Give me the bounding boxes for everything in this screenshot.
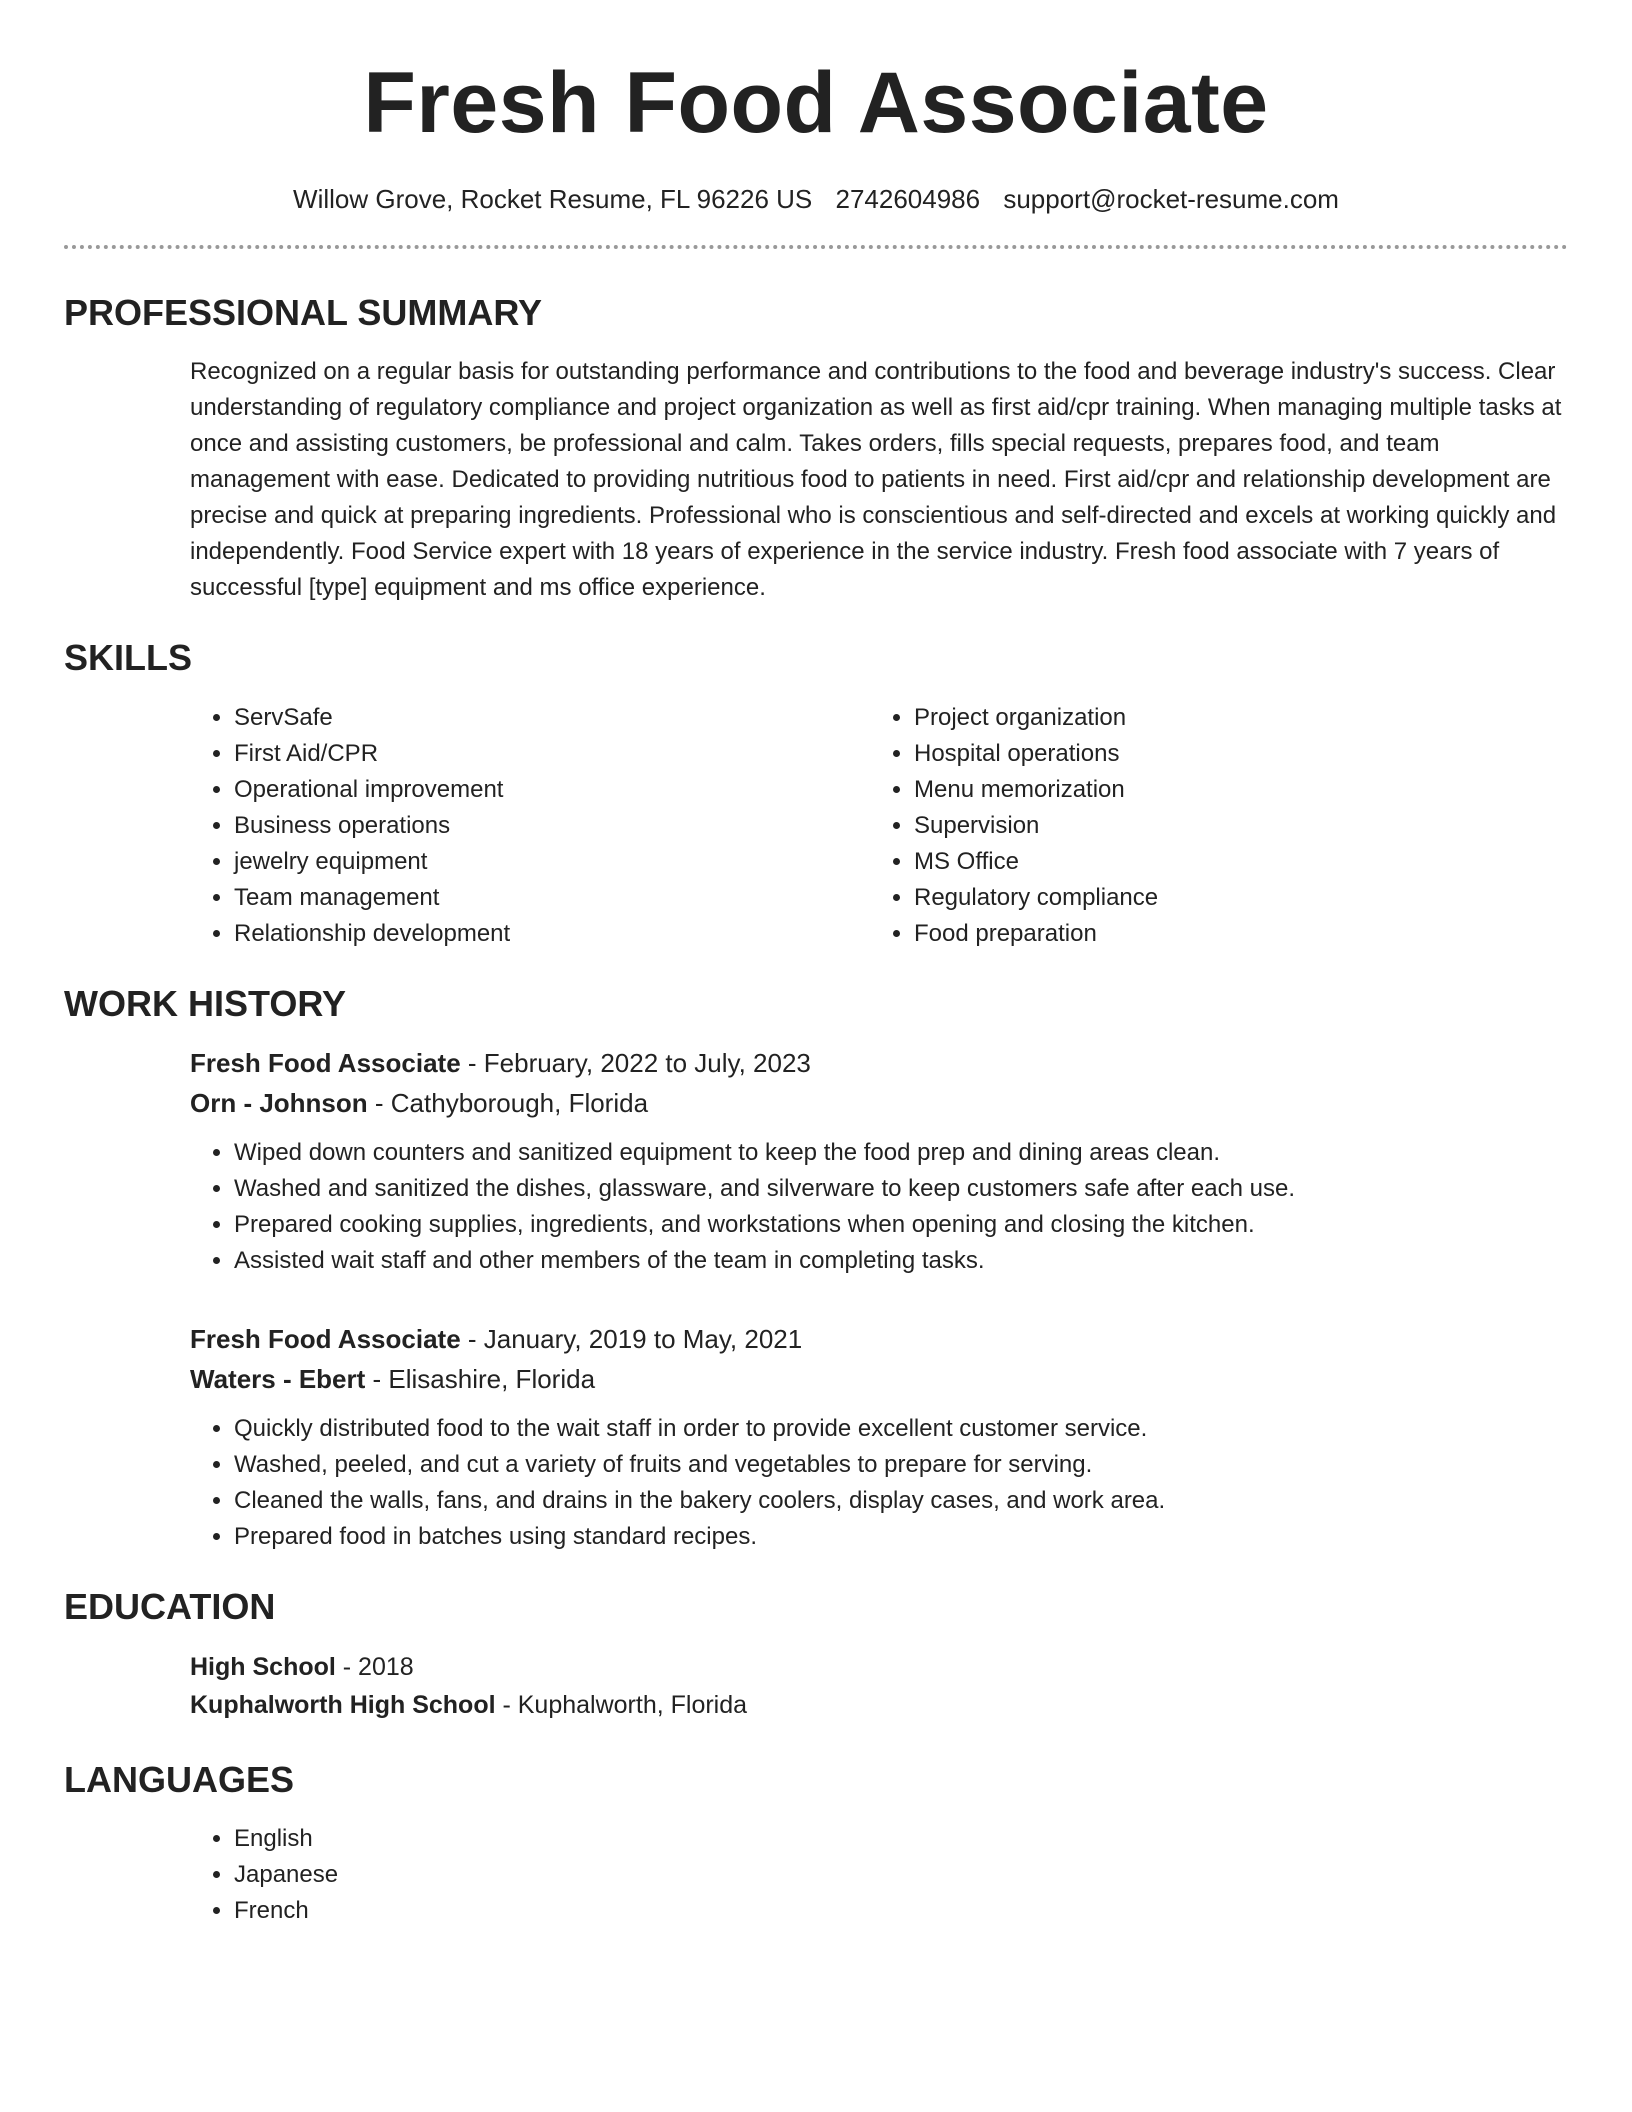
skill-item: • Relationship development — [234, 916, 870, 952]
education-degree: High School — [190, 1652, 336, 1681]
job-location: - Elisashire, Florida — [365, 1363, 596, 1394]
education-location: - Kuphalworth, Florida — [495, 1690, 748, 1719]
job-bullet: • Washed, peeled, and cut a variety of fruits and vegetables to prepare for serving. — [234, 1447, 1568, 1483]
education-heading: EDUCATION — [64, 1585, 276, 1627]
resume-title: Fresh Food Associate — [363, 55, 1269, 151]
contact-address: Willow Grove, Rocket Resume, FL 96226 US — [293, 184, 813, 214]
skill-item: • Food preparation — [914, 916, 1550, 952]
skill-item: • Project organization — [914, 700, 1550, 736]
skill-item: • Business operations — [234, 808, 870, 844]
job-bullets — [190, 1135, 1568, 1279]
skill-item: • Menu memorization — [914, 772, 1550, 808]
job-company-line — [190, 1083, 1568, 1123]
languages-heading: LANGUAGES — [64, 1758, 295, 1800]
job-entry — [190, 1043, 1568, 1279]
skill-item: • jewelry equipment — [234, 844, 870, 880]
education-school-line — [190, 1686, 1568, 1724]
job-company: Waters - Ebert — [190, 1363, 366, 1394]
contact-email: support@rocket-resume.com — [1003, 184, 1339, 214]
job-company: Orn - Johnson — [190, 1087, 368, 1118]
skill-item: • Team management — [234, 880, 870, 916]
languages-list — [190, 1821, 1568, 1929]
skills-section — [64, 700, 1568, 952]
language-item: • Japanese — [234, 1857, 1568, 1893]
job-bullet: • Quickly distributed food to the wait staff in order to provide excellent customer service. — [234, 1411, 1568, 1447]
language-item: • French — [234, 1893, 1568, 1929]
job-title: Fresh Food Associate — [190, 1047, 461, 1078]
job-bullet: • Cleaned the walls, fans, and drains in the bakery coolers, display cases, and work area. — [234, 1483, 1568, 1519]
job-dates: - January, 2019 to May, 2021 — [460, 1323, 803, 1354]
work-history-heading: WORK HISTORY — [64, 982, 347, 1024]
job-entry — [190, 1319, 1568, 1555]
job-title-line — [190, 1319, 1568, 1359]
skill-item: • Hospital operations — [914, 736, 1550, 772]
contact-line — [64, 184, 1568, 215]
skills-column-left — [190, 700, 870, 952]
language-item: • English — [234, 1821, 1568, 1857]
job-dates: - February, 2022 to July, 2023 — [460, 1047, 811, 1078]
skills-grid — [190, 700, 1568, 952]
skill-item: • Regulatory compliance — [914, 880, 1550, 916]
education-year: - 2018 — [335, 1652, 414, 1681]
skill-item: • Supervision — [914, 808, 1550, 844]
work-history-section — [64, 1043, 1568, 1555]
skills-list-left — [190, 700, 870, 952]
job-location: - Cathyborough, Florida — [367, 1087, 649, 1118]
job-bullets — [190, 1411, 1568, 1555]
job-bullet: • Prepared cooking supplies, ingredients, and workstations when opening and closing the kitchen. — [234, 1207, 1568, 1243]
summary-heading: PROFESSIONAL SUMMARY — [64, 292, 543, 334]
job-bullet: • Prepared food in batches using standard recipes. — [234, 1519, 1568, 1555]
contact-phone: 2742604986 — [835, 184, 981, 214]
job-bullet: • Washed and sanitized the dishes, glassware, and silverware to keep customers safe after each use. — [234, 1171, 1568, 1207]
languages-section — [64, 1821, 1568, 1929]
job-bullet: • Assisted wait staff and other members of the team in completing tasks. — [234, 1243, 1568, 1279]
skills-list-right — [870, 700, 1550, 952]
job-bullet: • Wiped down counters and sanitized equipment to keep the food prep and dining areas clean. — [234, 1135, 1568, 1171]
job-title: Fresh Food Associate — [190, 1323, 461, 1354]
summary-text: Recognized on a regular basis for outstanding performance and contributions to the food and beverage industry's success. Clear understanding of regulatory compliance and project organization as well as first aid/cpr training. When managing multiple tasks at once and assisting customers, be professional and calm. Takes orders, fills special requests, prepares food, and team management with ease. Dedicated to providing nutritious food to patients in need. First aid/cpr and relationship development are precise and quick at preparing ingredients. Professional who is conscientious and self-directed and excels at working quickly and independently. Food Service expert with 18 years of experience in the service industry. Fresh food associate with 7 years of successful [type] equipment and ms office experience. — [190, 358, 1562, 602]
skill-item: • MS Office — [914, 844, 1550, 880]
skills-heading: SKILLS — [64, 637, 193, 679]
job-company-line — [190, 1359, 1568, 1399]
education-section — [64, 1648, 1568, 1724]
education-school: Kuphalworth High School — [190, 1690, 496, 1719]
education-degree-line — [190, 1648, 1568, 1686]
skill-item: • ServSafe — [234, 700, 870, 736]
skill-item: • Operational improvement — [234, 772, 870, 808]
skill-item: • First Aid/CPR — [234, 736, 870, 772]
job-title-line — [190, 1043, 1568, 1083]
header-divider — [64, 245, 1568, 249]
skills-column-right — [870, 700, 1550, 952]
